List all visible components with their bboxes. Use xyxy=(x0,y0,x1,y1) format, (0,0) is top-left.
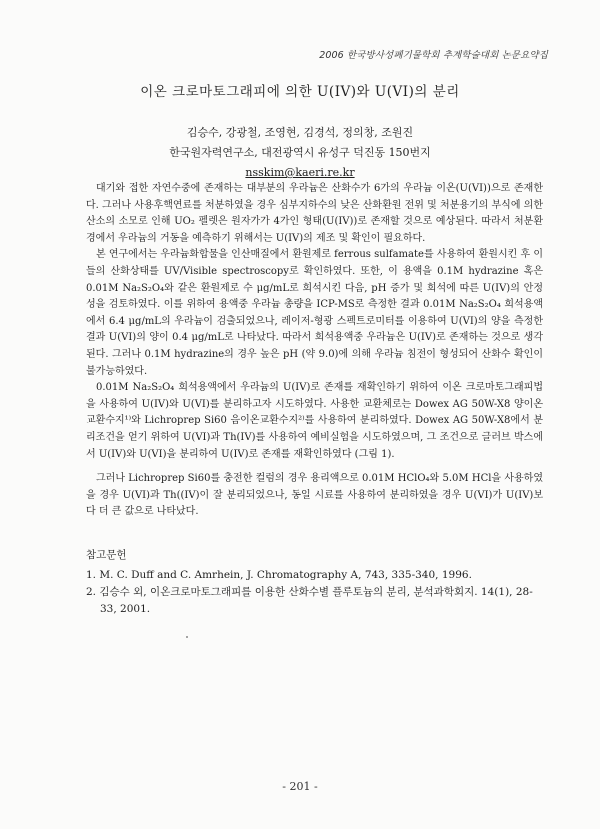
references-heading: 참고문헌 xyxy=(86,549,127,561)
paragraph-4: 그러나 Lichroprep Si60를 충전한 컬럼의 경우 용리액으로 0.01M HClO₄와 5.0M HCl을 사용하였을 경우 U(VI)과 Th((IV)이 잘 분리되었으나, 동일 시료를 사용하여 분리하였을 경우 U(VI)가 U(IV)보다 더 큰 값으로 나타났다. xyxy=(86,473,543,518)
affiliation: 한국원자력연구소, 대전광역시 유성구 덕진동 150번지 xyxy=(169,146,431,159)
author-email[interactable]: nsskim@kaeri.re.kr xyxy=(245,166,355,179)
running-header: 2006 한국방사성폐기물학회 추계학술대회 논문요약집 xyxy=(319,50,548,61)
abstract-body xyxy=(86,181,543,521)
author-block xyxy=(0,123,600,183)
page-number: - 201 - xyxy=(282,780,318,793)
references-section xyxy=(86,547,543,618)
paragraph-2: 본 연구에서는 우라늄화합물을 인산매질에서 환원제로 ferrous sulfamate를 사용하여 환원시킨 후 이들의 산화상태를 UV/Visible spectroscopy로 확인하였다. 또한, 이 용액을 0.1M hydrazine 혹은 0.01M Na₂S₂O₄와 같은 환원제로 수 μg/mL로 희석시킨 다음, pH 증가 및 희석에 따른 U(IV)의 안정성을 검토하였다. 이를 위하여 용액중 우라늄 총량을 ICP-MS로 측정한 결과 0.01M Na₂S₂O₄ 희석용액에서 6.4 μg/mL의 우라늄이 검출되었으나, 레이저-형광 스펙트로미터를 이용하여 U(VI)의 양을 측정한 결과 U(VI)의 양이 0.4 μg/mL로 나타났다. 따라서 희석용액중 우라늄은 U(IV)로 존재하는 것으로 생각된다. 그러나 0.1M hydrazine의 경우 높은 pH (약 9.0)에 의해 우라늄 침전이 형성되어 산화수 확인이 불가능하였다. xyxy=(86,249,543,377)
paragraph-1: 대기와 접한 자연수중에 존재하는 대부분의 우라늄은 산화수가 6가의 우라늄 이온(U(VI))으로 존재한다. 그러나 사용후핵연료를 처분하였을 경우 심부지하수의 낮은 산화환원 전위 및 처분용기의 부식에 의한 산소의 소모로 인해 UO₂ 펠렛은 원자가가 4가인 형태(U(IV))로 존재할 것으로 예상된다. 따라서 처분환경에서 우라늄의 거동을 예측하기 위해서는 U(IV)의 제조 및 확인이 필요하다. xyxy=(86,183,543,244)
paragraph-3: 0.01M Na₂S₂O₄ 희석용액에서 우라늄의 U(IV)로 존재를 재확인하기 위하여 이온 크로마토그래피법을 사용하여 U(IV)와 U(VI)를 분리하고자 시도하였다. 사용한 교환체로는 Dowex AG 50W-X8 양이온교환수지¹⁾와 Lichroprep Si60 음이온교환수지²⁾를 사용하여 분리하였다. Dowex AG 50W-X8에서 분리조건을 얻기 위하여 U(VI)과 Th(IV)를 사용하여 예비실험을 시도하였으며, 그 조건으로 글러브 박스에서 U(IV)와 U(VI)을 분리하여 U(IV)로 존재를 재확인하였다 (그림 1). xyxy=(86,382,543,460)
scan-speck xyxy=(186,636,188,638)
paper-title: 이온 크로마토그래피에 의한 U(IV)와 U(VI)의 분리 xyxy=(140,84,460,100)
reference-item: 2. 김승수 외, 이온크로마토그래피를 이용한 산화수별 플루토늄의 분리, 분석과학회지. 14(1), 28-33, 2001. xyxy=(86,586,533,615)
author-list: 김승수, 강광철, 조영현, 김경석, 정의창, 조원진 xyxy=(186,126,414,139)
reference-item: 1. M. C. Duff and C. Amrhein, J. Chromatography A, 743, 335-340, 1996. xyxy=(86,569,472,581)
